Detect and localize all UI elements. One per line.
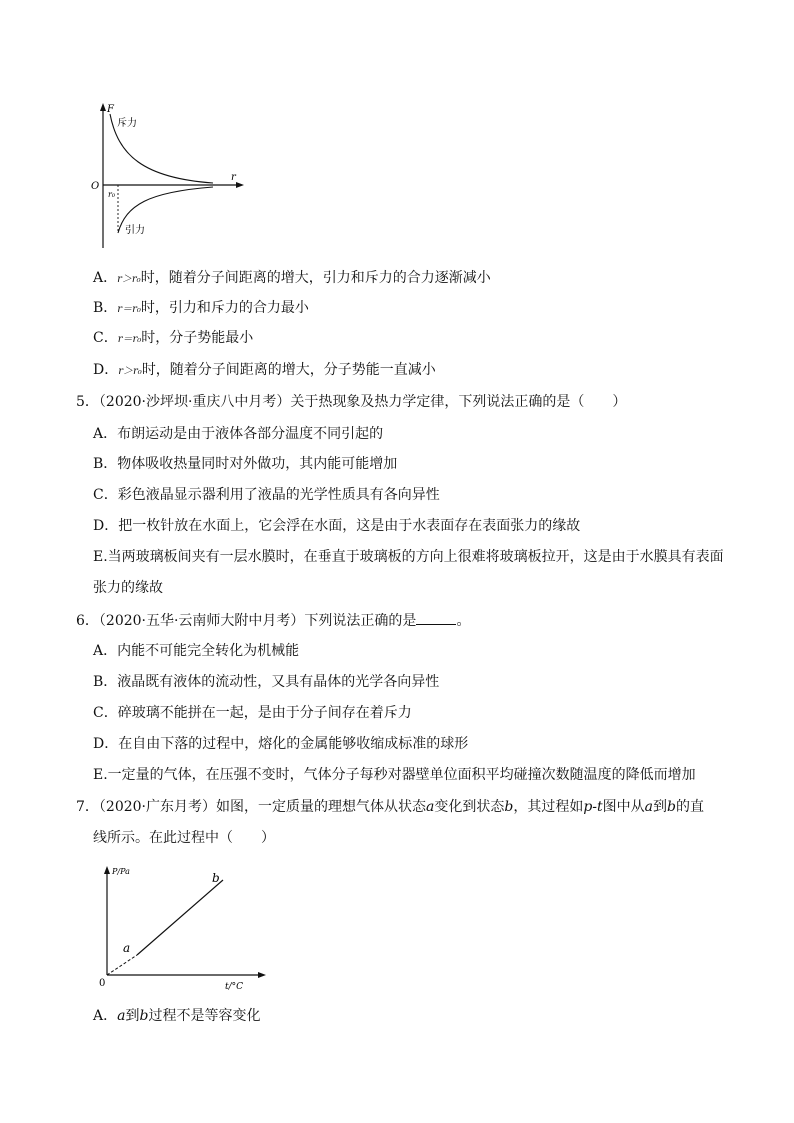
q5-option-e: E.当两玻璃板间夹有一层水膜时，在垂直于玻璃板的方向上很难将玻璃板拉开，这是由于水膜具有表面 — [93, 549, 724, 565]
pt-point-a-label: a — [123, 941, 131, 955]
q6-option-d: D．在自由下落的过程中，熔化的金属能够收缩成标准的球形 — [93, 736, 469, 752]
q5-option-e-continued: 张力的缘故 — [93, 580, 163, 596]
q5-option-b: B．物体吸收热量同时对外做功，其内能可能增加 — [93, 456, 398, 472]
pt-point-b-label: b — [212, 871, 220, 885]
q6-stem: 6．（2020·五华·云南师大附中月考）下列说法正确的是 。 — [76, 610, 470, 631]
pt-dashed-extension — [107, 955, 137, 975]
q4-option-a: A．r＞r₀时，随着分子间距离的增大，引力和斥力的合力逐渐减小 — [93, 270, 491, 286]
force-x-arrow — [236, 182, 244, 188]
repulsion-label: 斥力 — [117, 118, 137, 129]
q4-option-d: D．r＞r₀时，随着分子间距离的增大，分子势能一直减小 — [93, 362, 436, 378]
pt-x-label: t/°C — [225, 982, 244, 992]
pt-origin-label: 0 — [99, 978, 106, 989]
molecular-force-figure — [88, 100, 258, 252]
distance-axis-label: r — [231, 172, 236, 183]
force-axis-label: F — [107, 104, 114, 115]
q5-option-c: C．彩色液晶显示器利用了液晶的光学性质具有各向异性 — [93, 487, 440, 503]
q6-option-c: C．碎玻璃不能拼在一起，是由于分子间存在着斥力 — [93, 705, 412, 721]
origin-label: O — [91, 181, 100, 192]
q4-option-b: B．r＝r₀时，引力和斥力的合力最小 — [93, 300, 309, 316]
r0-label: r₀ — [108, 190, 116, 199]
pt-x-arrow — [258, 972, 266, 978]
q5-stem: 5．（2020·沙坪坝·重庆八中月考）关于热现象及热力学定律，下列说法正确的是（ ） — [76, 394, 627, 410]
q5-option-d: D．把一枚针放在水面上，它会浮在水面，这是由于水表面存在表面张力的缘故 — [93, 518, 581, 534]
force-y-arrow — [100, 103, 106, 111]
q5-option-a: A．布朗运动是由于液体各部分温度不同引起的 — [93, 426, 384, 442]
pt-y-arrow — [104, 866, 110, 874]
q6-option-b: B．液晶既有液体的流动性，又具有晶体的光学各向异性 — [93, 674, 440, 690]
q6-option-a: A．内能不可能完全转化为机械能 — [93, 643, 300, 659]
pressure-temperature-figure — [95, 862, 275, 992]
q4-option-c: C．r＝r₀时，分子势能最小 — [93, 330, 254, 346]
q7-stem-line1: 7．（2020·广东月考）如图，一定质量的理想气体从状态a变化到状态b，其过程如p-t图中从a到b的直 — [76, 799, 704, 815]
pt-process-line — [137, 880, 223, 955]
attraction-label: 引力 — [125, 225, 145, 236]
answer-blank — [416, 610, 456, 625]
q7-option-a: A．a到b过程不是等容变化 — [93, 1008, 261, 1024]
q6-option-e: E.一定量的气体，在压强不变时，气体分子每秒对器壁单位面积平均碰撞次数随温度的降低而增加 — [93, 767, 696, 783]
q7-stem-line2: 线所示。在此过程中（ ） — [93, 830, 275, 846]
pt-y-label: P/Pa — [112, 867, 130, 876]
